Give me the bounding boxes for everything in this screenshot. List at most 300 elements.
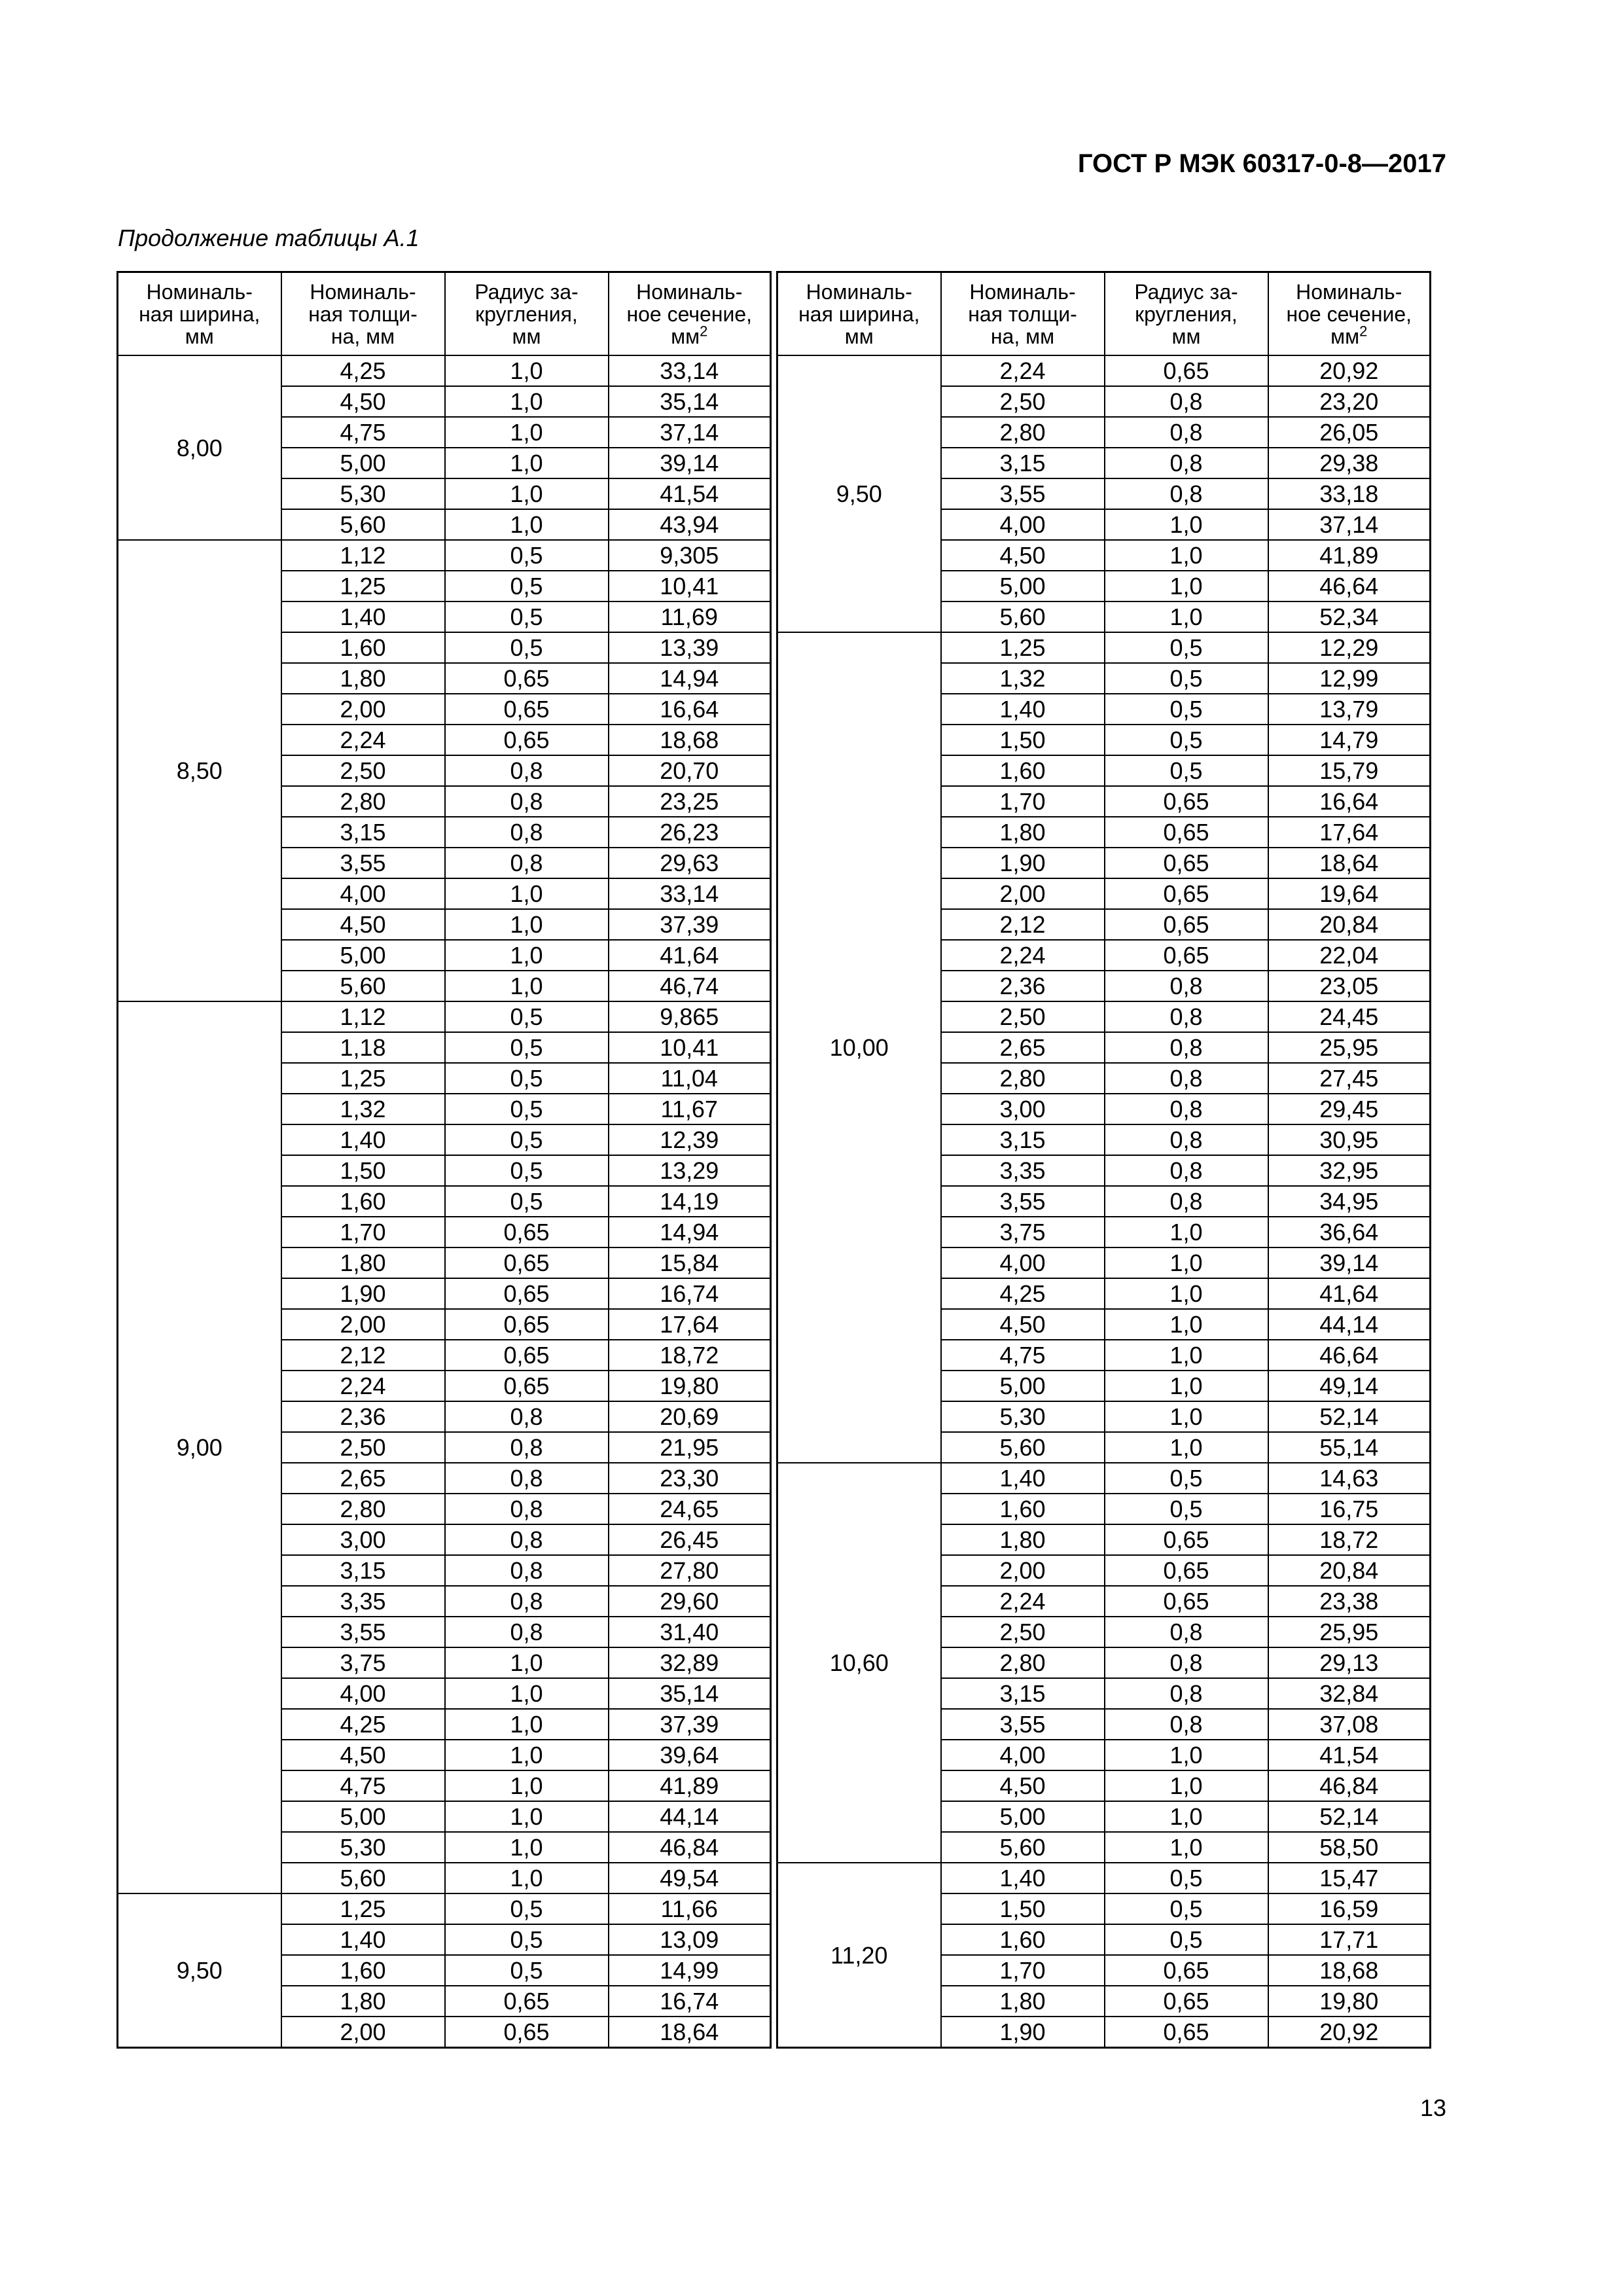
radius-cell: 0,65 [445,1217,609,1247]
section-cell: 44,14 [609,1801,771,1832]
section-cell: 16,74 [609,1278,771,1309]
thickness-cell: 2,00 [281,2017,445,2048]
radius-cell: 0,5 [445,1063,609,1094]
radius-cell: 0,5 [1105,632,1268,663]
radius-cell: 0,8 [1105,417,1268,448]
thickness-cell: 1,80 [281,1986,445,2017]
radius-cell: 1,0 [1105,1432,1268,1463]
thickness-cell: 2,24 [941,940,1105,971]
thickness-cell: 1,12 [281,540,445,571]
radius-cell: 0,65 [445,1340,609,1371]
radius-cell: 0,8 [1105,1063,1268,1094]
thickness-cell: 5,00 [281,940,445,971]
section-cell: 35,14 [609,386,771,417]
thickness-cell: 2,80 [281,786,445,817]
radius-cell: 1,0 [445,1709,609,1740]
thickness-cell: 2,24 [941,355,1105,386]
section-cell: 35,14 [609,1678,771,1709]
thickness-cell: 4,25 [941,1278,1105,1309]
radius-cell: 1,0 [445,386,609,417]
section-cell: 52,34 [1268,601,1431,632]
section-cell: 29,13 [1268,1647,1431,1678]
section-cell: 16,64 [1268,786,1431,817]
radius-cell: 0,5 [445,1955,609,1986]
radius-cell: 0,5 [445,1155,609,1186]
thickness-cell: 1,40 [941,694,1105,725]
radius-cell: 0,8 [1105,1094,1268,1124]
thickness-cell: 2,50 [941,1001,1105,1032]
table-row [777,632,1431,663]
thickness-cell: 1,50 [941,1893,1105,1924]
section-cell: 12,99 [1268,663,1431,694]
radius-cell: 0,65 [1105,786,1268,817]
section-cell: 49,54 [609,1863,771,1893]
radius-cell: 0,8 [1105,478,1268,509]
radius-cell: 1,0 [1105,540,1268,571]
width-cell: 10,60 [777,1463,941,1863]
thickness-cell: 3,75 [281,1647,445,1678]
section-cell: 16,59 [1268,1893,1431,1924]
table-header-row [777,272,1431,356]
section-cell: 11,67 [609,1094,771,1124]
radius-cell: 0,65 [1105,848,1268,878]
radius-cell: 1,0 [445,909,609,940]
section-cell: 21,95 [609,1432,771,1463]
radius-cell: 0,8 [1105,1186,1268,1217]
section-cell: 55,14 [1268,1432,1431,1463]
section-cell: 13,29 [609,1155,771,1186]
section-cell: 32,84 [1268,1678,1431,1709]
section-cell: 26,05 [1268,417,1431,448]
radius-cell: 1,0 [1105,1278,1268,1309]
section-cell: 17,71 [1268,1924,1431,1955]
section-cell: 33,14 [609,355,771,386]
radius-cell: 0,65 [445,1247,609,1278]
section-cell: 20,92 [1268,355,1431,386]
thickness-cell: 4,00 [941,509,1105,540]
thickness-cell: 5,60 [281,509,445,540]
section-cell: 25,95 [1268,1617,1431,1647]
radius-cell: 0,8 [445,1555,609,1586]
radius-cell: 0,5 [445,1094,609,1124]
thickness-cell: 4,75 [281,1770,445,1801]
header-radius: Радиус за- кругления, мм [1105,272,1268,356]
width-cell: 9,50 [118,1893,281,2048]
radius-cell: 0,8 [445,1586,609,1617]
radius-cell: 0,5 [1105,1924,1268,1955]
thickness-cell: 4,50 [281,1740,445,1770]
thickness-cell: 1,60 [281,632,445,663]
section-cell: 18,68 [609,725,771,755]
section-cell: 24,65 [609,1494,771,1524]
section-cell: 29,60 [609,1586,771,1617]
radius-cell: 0,8 [1105,1032,1268,1063]
section-cell: 29,45 [1268,1094,1431,1124]
thickness-cell: 3,15 [281,817,445,848]
section-cell: 20,84 [1268,1555,1431,1586]
radius-cell: 0,65 [1105,1986,1268,2017]
thickness-cell: 1,80 [941,1986,1105,2017]
section-cell: 33,14 [609,878,771,909]
radius-cell: 1,0 [445,1801,609,1832]
radius-cell: 0,5 [445,1924,609,1955]
radius-cell: 0,5 [1105,663,1268,694]
radius-cell: 1,0 [1105,1401,1268,1432]
thickness-cell: 1,40 [281,601,445,632]
thickness-cell: 3,00 [281,1524,445,1555]
radius-cell: 0,5 [1105,1893,1268,1924]
header-section [609,272,771,356]
section-cell: 37,14 [609,417,771,448]
thickness-cell: 1,40 [281,1124,445,1155]
radius-cell: 0,5 [445,1001,609,1032]
thickness-cell: 1,40 [941,1463,1105,1494]
section-cell: 20,84 [1268,909,1431,940]
thickness-cell: 5,60 [941,1432,1105,1463]
thickness-cell: 2,00 [941,878,1105,909]
thickness-cell: 5,60 [281,1863,445,1893]
thickness-cell: 3,55 [941,1186,1105,1217]
table-body-left [118,355,771,2048]
section-cell: 43,94 [609,509,771,540]
section-cell: 30,95 [1268,1124,1431,1155]
radius-cell: 0,8 [1105,1709,1268,1740]
thickness-cell: 1,80 [281,1247,445,1278]
radius-cell: 1,0 [445,971,609,1001]
section-cell: 23,05 [1268,971,1431,1001]
radius-cell: 0,65 [445,694,609,725]
table-right-half [776,271,1431,2049]
radius-cell: 0,8 [1105,448,1268,478]
radius-cell: 0,5 [445,571,609,601]
section-cell: 49,14 [1268,1371,1431,1401]
radius-cell: 1,0 [445,417,609,448]
table-row [118,540,771,571]
section-cell: 17,64 [1268,817,1431,848]
section-cell: 44,14 [1268,1309,1431,1340]
radius-cell: 0,5 [1105,1863,1268,1893]
radius-cell: 1,0 [445,878,609,909]
thickness-cell: 2,65 [281,1463,445,1494]
thickness-cell: 3,55 [941,1709,1105,1740]
document-code: ГОСТ Р МЭК 60317-0-8—2017 [1077,149,1446,178]
section-cell: 12,39 [609,1124,771,1155]
section-cell: 26,45 [609,1524,771,1555]
thickness-cell: 2,24 [281,1371,445,1401]
radius-cell: 1,0 [1105,601,1268,632]
radius-cell: 0,8 [445,1432,609,1463]
thickness-cell: 2,24 [941,1586,1105,1617]
radius-cell: 1,0 [1105,1247,1268,1278]
thickness-cell: 2,50 [281,1432,445,1463]
thickness-cell: 1,70 [941,786,1105,817]
section-cell: 15,84 [609,1247,771,1278]
section-cell: 58,50 [1268,1832,1431,1863]
thickness-cell: 5,00 [941,571,1105,601]
radius-cell: 0,65 [1105,909,1268,940]
section-cell: 37,39 [609,909,771,940]
radius-cell: 0,65 [1105,1524,1268,1555]
radius-cell: 0,5 [445,540,609,571]
radius-cell: 0,5 [445,1032,609,1063]
table-left-half [116,271,772,2049]
thickness-cell: 2,80 [941,1647,1105,1678]
radius-cell: 0,65 [1105,2017,1268,2048]
thickness-cell: 1,70 [941,1955,1105,1986]
section-cell: 41,64 [609,940,771,971]
thickness-cell: 1,40 [941,1863,1105,1893]
radius-cell: 1,0 [1105,1309,1268,1340]
thickness-cell: 5,60 [941,1832,1105,1863]
radius-cell: 0,5 [445,1893,609,1924]
thickness-cell: 1,60 [941,755,1105,786]
table-row [777,1463,1431,1494]
radius-cell: 0,8 [445,1617,609,1647]
thickness-cell: 2,36 [941,971,1105,1001]
section-cell: 18,64 [609,2017,771,2048]
table-row [118,1001,771,1032]
radius-cell: 1,0 [445,1770,609,1801]
section-cell: 22,04 [1268,940,1431,971]
radius-cell: 0,8 [1105,386,1268,417]
radius-cell: 0,8 [445,1524,609,1555]
section-cell: 26,23 [609,817,771,848]
thickness-cell: 5,00 [941,1371,1105,1401]
radius-cell: 0,65 [1105,940,1268,971]
radius-cell: 0,8 [445,1401,609,1432]
section-cell: 14,19 [609,1186,771,1217]
thickness-cell: 3,55 [281,1617,445,1647]
page-number: 13 [1419,2094,1446,2121]
section-cell: 32,89 [609,1647,771,1678]
section-cell: 23,25 [609,786,771,817]
radius-cell: 0,65 [1105,1555,1268,1586]
section-cell: 18,72 [1268,1524,1431,1555]
section-cell: 19,64 [1268,878,1431,909]
thickness-cell: 2,36 [281,1401,445,1432]
radius-cell: 1,0 [445,478,609,509]
section-cell: 37,39 [609,1709,771,1740]
radius-cell: 0,65 [445,2017,609,2048]
section-cell: 24,45 [1268,1001,1431,1032]
section-cell: 33,18 [1268,478,1431,509]
section-cell: 27,45 [1268,1063,1431,1094]
thickness-cell: 5,60 [941,601,1105,632]
thickness-cell: 4,50 [941,1770,1105,1801]
section-cell: 41,54 [609,478,771,509]
thickness-cell: 2,00 [941,1555,1105,1586]
radius-cell: 0,8 [1105,1155,1268,1186]
thickness-cell: 2,80 [941,1063,1105,1094]
radius-cell: 0,5 [1105,725,1268,755]
table-body-right [777,355,1431,2048]
section-cell: 16,64 [609,694,771,725]
thickness-cell: 4,00 [281,878,445,909]
width-cell: 8,50 [118,540,281,1001]
radius-cell: 0,65 [1105,878,1268,909]
thickness-cell: 5,60 [281,971,445,1001]
thickness-cell: 4,25 [281,1709,445,1740]
section-cell: 37,08 [1268,1709,1431,1740]
section-cell: 20,92 [1268,2017,1431,2048]
radius-cell: 0,65 [1105,817,1268,848]
thickness-cell: 5,00 [941,1801,1105,1832]
section-cell: 37,14 [1268,509,1431,540]
thickness-cell: 1,12 [281,1001,445,1032]
radius-cell: 1,0 [1105,1740,1268,1770]
thickness-cell: 3,00 [941,1094,1105,1124]
section-cell: 19,80 [1268,1986,1431,2017]
thickness-cell: 1,32 [281,1094,445,1124]
thickness-cell: 3,15 [941,1678,1105,1709]
dimensions-table [116,271,1431,2049]
thickness-cell: 1,50 [281,1155,445,1186]
section-cell: 23,30 [609,1463,771,1494]
thickness-cell: 1,60 [941,1924,1105,1955]
header-section [1268,272,1431,356]
thickness-cell: 2,50 [941,1617,1105,1647]
section-cell: 15,47 [1268,1863,1431,1893]
thickness-cell: 1,80 [941,817,1105,848]
thickness-cell: 3,15 [941,1124,1105,1155]
section-cell: 52,14 [1268,1401,1431,1432]
section-cell: 39,64 [609,1740,771,1770]
thickness-cell: 3,35 [941,1155,1105,1186]
radius-cell: 0,8 [1105,1124,1268,1155]
section-cell: 12,29 [1268,632,1431,663]
thickness-cell: 2,50 [941,386,1105,417]
radius-cell: 0,65 [445,1371,609,1401]
section-cell: 9,865 [609,1001,771,1032]
thickness-cell: 4,75 [941,1340,1105,1371]
table-row [777,1863,1431,1893]
section-cell: 29,38 [1268,448,1431,478]
section-cell: 11,69 [609,601,771,632]
thickness-cell: 1,60 [281,1955,445,1986]
section-cell: 13,79 [1268,694,1431,725]
section-cell: 27,80 [609,1555,771,1586]
thickness-cell: 2,00 [281,1309,445,1340]
thickness-cell: 2,24 [281,725,445,755]
thickness-cell: 5,30 [281,478,445,509]
section-cell: 11,04 [609,1063,771,1094]
section-cell: 25,95 [1268,1032,1431,1063]
header-thickness: Номиналь- ная толщи- на, мм [941,272,1105,356]
radius-cell: 0,8 [1105,1647,1268,1678]
thickness-cell: 5,00 [281,448,445,478]
radius-cell: 1,0 [445,1678,609,1709]
thickness-cell: 1,25 [941,632,1105,663]
thickness-cell: 1,25 [281,1063,445,1094]
section-cell: 32,95 [1268,1155,1431,1186]
thickness-cell: 4,50 [941,1309,1105,1340]
radius-cell: 1,0 [1105,509,1268,540]
section-cell: 20,69 [609,1401,771,1432]
section-cell: 13,09 [609,1924,771,1955]
header-width: Номиналь- ная ширина, мм [118,272,281,356]
radius-cell: 1,0 [1105,1340,1268,1371]
thickness-cell: 3,15 [281,1555,445,1586]
section-cell: 14,99 [609,1955,771,1986]
width-cell: 9,50 [777,355,941,632]
section-cell: 15,79 [1268,755,1431,786]
radius-cell: 0,65 [1105,355,1268,386]
radius-cell: 0,5 [1105,694,1268,725]
header-section-sup: 2 [700,322,708,339]
thickness-cell: 1,50 [941,725,1105,755]
header-thickness: Номиналь- ная толщи- на, мм [281,272,445,356]
thickness-cell: 1,80 [281,663,445,694]
radius-cell: 0,5 [1105,755,1268,786]
radius-cell: 1,0 [445,509,609,540]
radius-cell: 0,8 [445,755,609,786]
section-cell: 23,20 [1268,386,1431,417]
radius-cell: 0,5 [445,1186,609,1217]
radius-cell: 0,8 [445,1494,609,1524]
radius-cell: 0,65 [445,1986,609,2017]
section-cell: 9,305 [609,540,771,571]
header-section-label: Номиналь- ное сечение, мм [1286,279,1412,348]
thickness-cell: 5,30 [941,1401,1105,1432]
section-cell: 39,14 [1268,1247,1431,1278]
thickness-cell: 4,75 [281,417,445,448]
radius-cell: 0,8 [445,817,609,848]
radius-cell: 0,65 [445,663,609,694]
radius-cell: 0,5 [1105,1494,1268,1524]
thickness-cell: 4,00 [941,1247,1105,1278]
thickness-cell: 4,00 [281,1678,445,1709]
header-section-sup: 2 [1359,322,1368,339]
header-section-label: Номиналь- ное сечение, мм [626,279,753,348]
thickness-cell: 1,25 [281,1893,445,1924]
section-cell: 31,40 [609,1617,771,1647]
section-cell: 29,63 [609,848,771,878]
radius-cell: 1,0 [445,1740,609,1770]
radius-cell: 0,5 [445,632,609,663]
thickness-cell: 1,90 [941,848,1105,878]
section-cell: 34,95 [1268,1186,1431,1217]
section-cell: 18,68 [1268,1955,1431,1986]
thickness-cell: 2,65 [941,1032,1105,1063]
section-cell: 16,75 [1268,1494,1431,1524]
section-cell: 14,63 [1268,1463,1431,1494]
section-cell: 18,72 [609,1340,771,1371]
section-cell: 10,41 [609,1032,771,1063]
thickness-cell: 5,00 [281,1801,445,1832]
section-cell: 14,79 [1268,725,1431,755]
thickness-cell: 3,55 [941,478,1105,509]
radius-cell: 0,8 [445,1463,609,1494]
radius-cell: 1,0 [445,1863,609,1893]
table-caption: Продолжение таблицы А.1 [118,224,419,251]
thickness-cell: 3,15 [941,448,1105,478]
section-cell: 36,64 [1268,1217,1431,1247]
thickness-cell: 4,50 [281,386,445,417]
section-cell: 41,89 [1268,540,1431,571]
radius-cell: 0,65 [445,1278,609,1309]
thickness-cell: 1,80 [941,1524,1105,1555]
radius-cell: 0,8 [445,848,609,878]
thickness-cell: 2,00 [281,694,445,725]
thickness-cell: 1,60 [941,1494,1105,1524]
width-cell: 9,00 [118,1001,281,1893]
section-cell: 23,38 [1268,1586,1431,1617]
table-row [777,355,1431,386]
radius-cell: 1,0 [1105,1801,1268,1832]
section-cell: 41,89 [609,1770,771,1801]
radius-cell: 0,65 [445,1309,609,1340]
section-cell: 46,84 [609,1832,771,1863]
